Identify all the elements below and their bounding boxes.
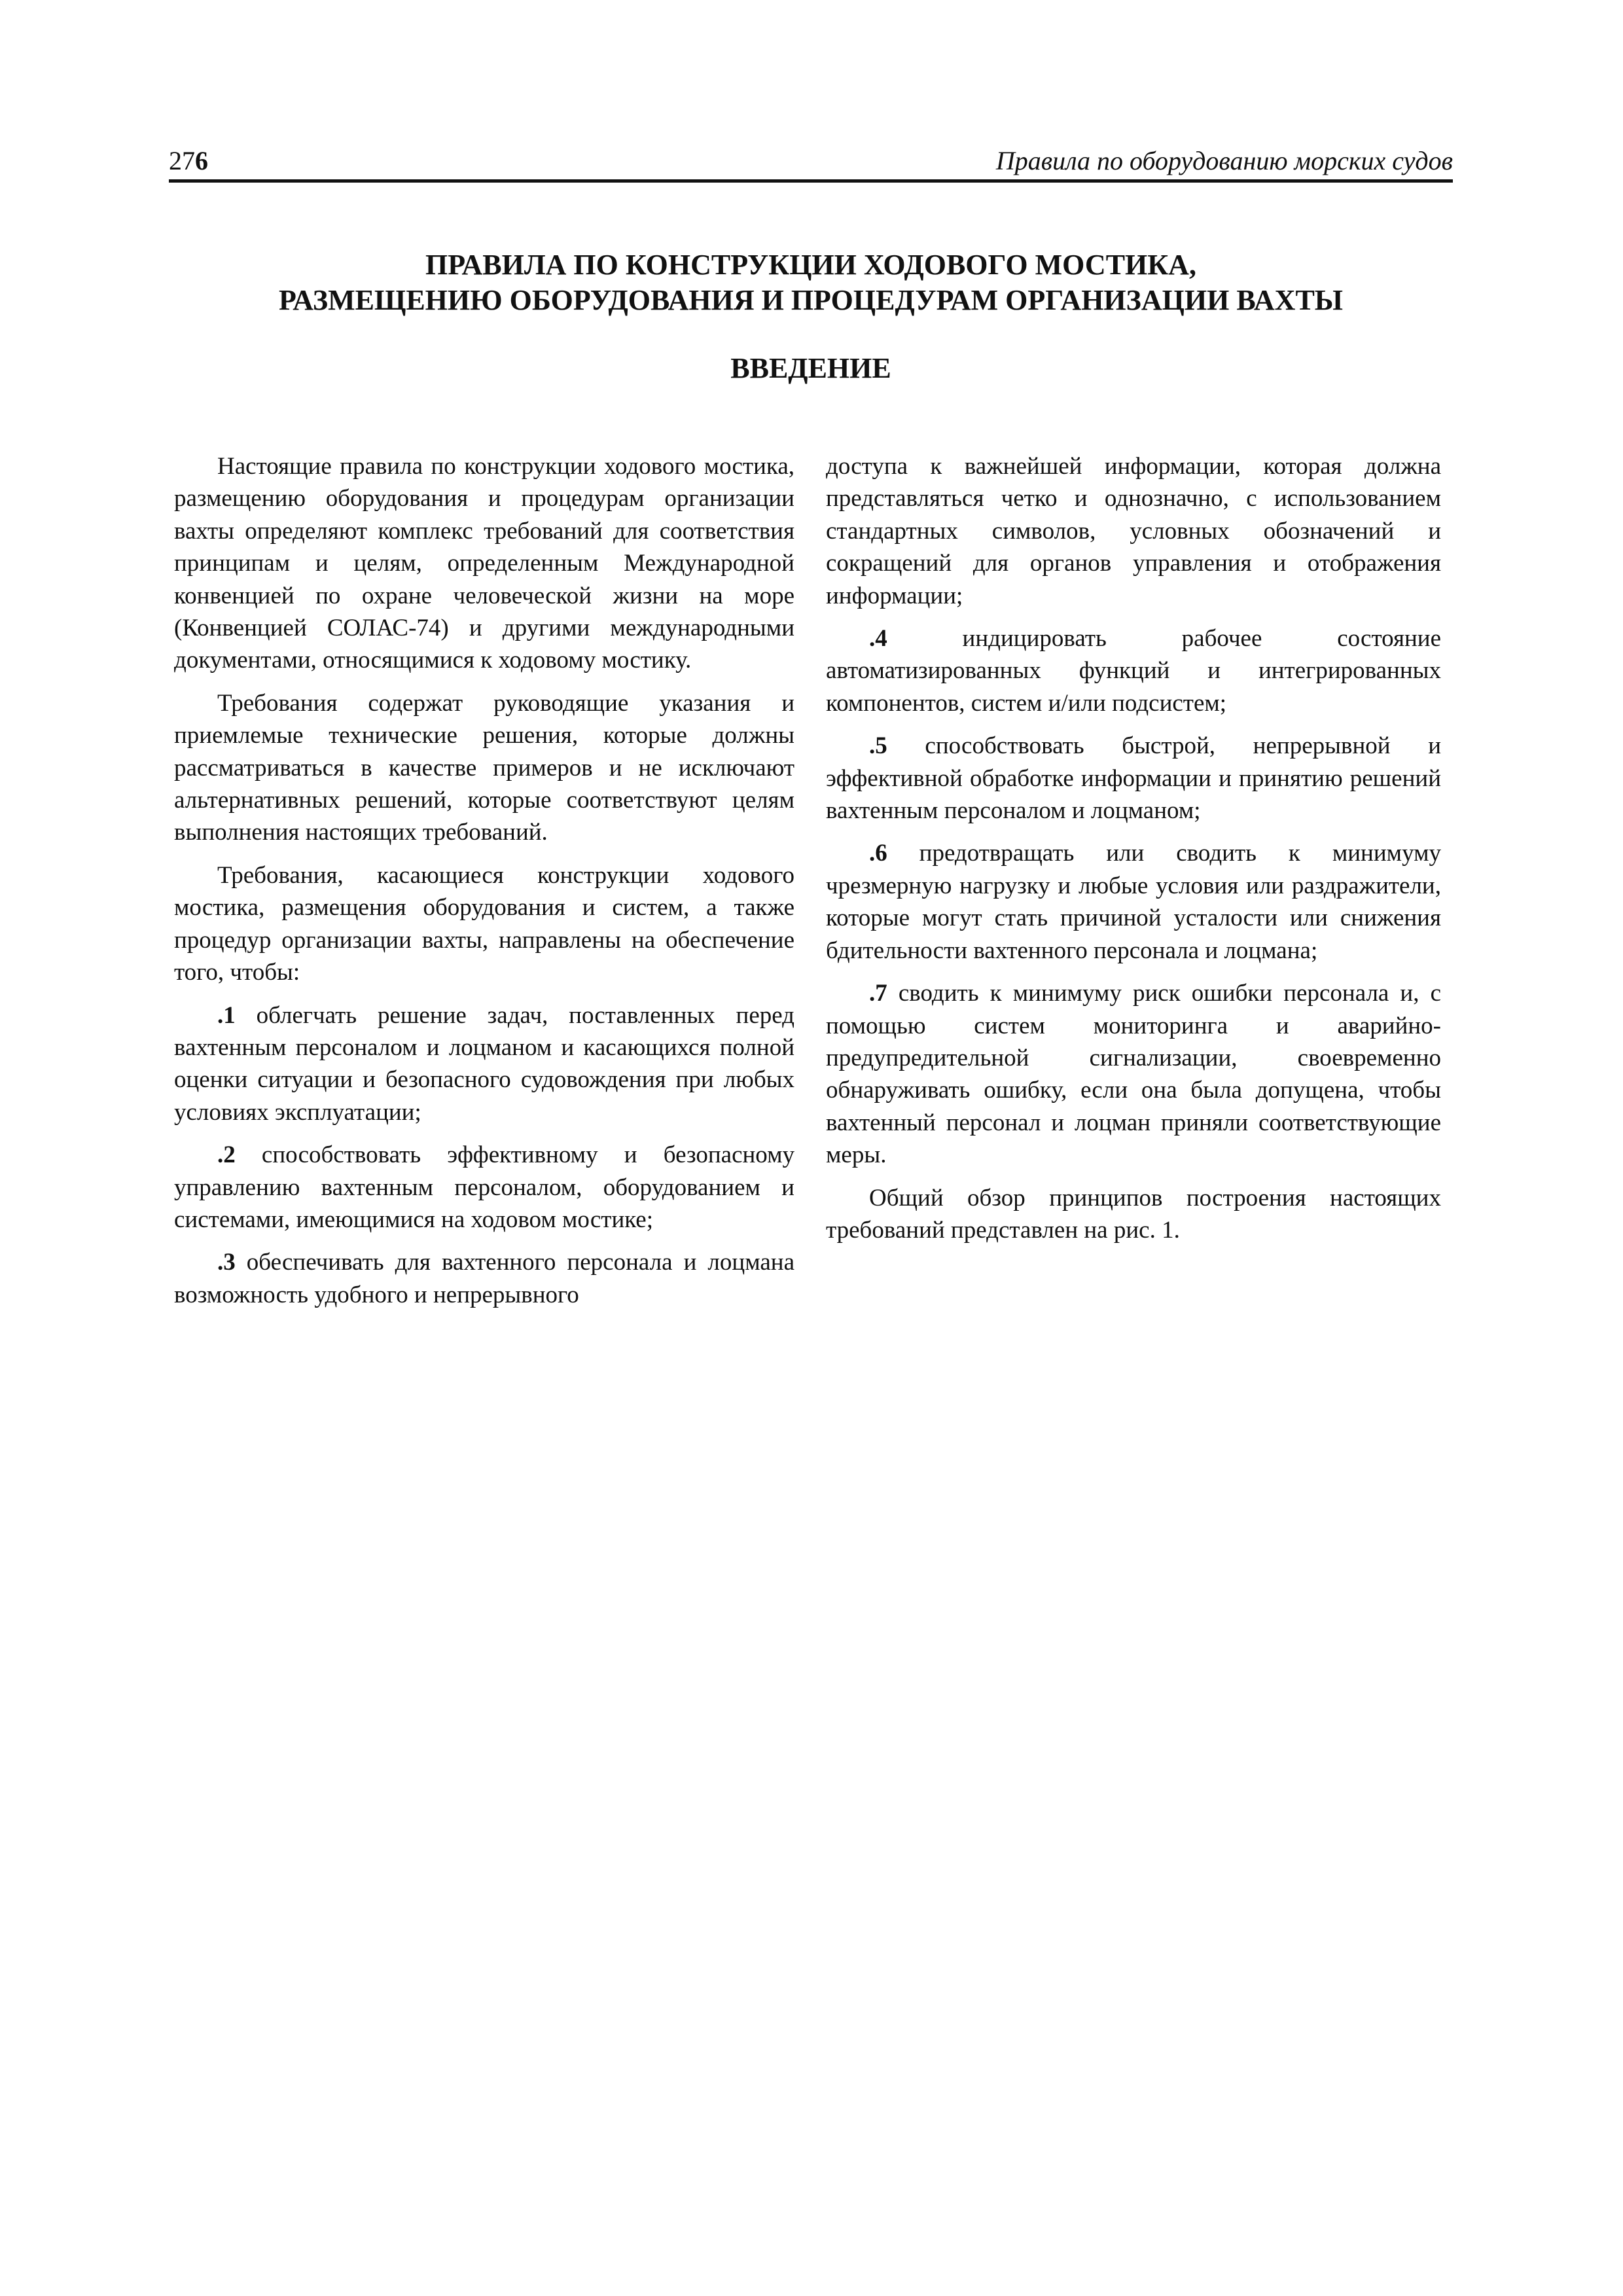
list-item-number: .2 [217,1141,236,1169]
document-title-line-2: РАЗМЕЩЕНИЮ ОБОРУДОВАНИЯ И ПРОЦЕДУРАМ ОРГАНИЗАЦИИ ВАХТЫ [278,284,1344,316]
page-number [169,145,208,177]
list-item-text: способствовать быстрой, непрерывной и эффективной обработке информации и принятию решений вахтенным персоналом и лоцманом; [826,732,1441,825]
list-item-number: .4 [869,625,887,653]
page-number-digits: 27 [169,146,195,175]
list-item-1 [174,999,794,1129]
list-item-5 [826,730,1441,827]
list-item-3 [174,1246,794,1311]
document-title-line-1: ПРАВИЛА ПО КОНСТРУКЦИИ ХОДОВОГО МОСТИКА, [425,249,1196,281]
list-item-number: .1 [217,1001,236,1029]
overview-paragraph: Общий обзор принципов построения настоящих требований представлен на рис. 1. [826,1184,1441,1244]
right-column [826,450,1441,1257]
list-item-text: способствовать эффективному и безопасному управлению вахтенным персоналом, оборудованием и системами, имеющимися на ходовом мостике; [174,1141,794,1233]
list-item-number: .5 [869,732,887,760]
list-item-text: облегчать решение задач, поставленных перед вахтенным персоналом и лоцманом и касающихся полной оценки ситуации и безопасного судовождения при любых условиях эксплуатации; [174,1001,794,1126]
list-item-number: .6 [869,840,887,867]
list-item-text: предотвращать или сводить к минимуму чрезмерную нагрузку и любые условия или раздражители, которые могут стать причиной усталости или снижения бдительности вахтенного персонала и лоцмана; [826,840,1441,964]
left-column [174,450,794,1321]
section-heading: ВВЕДЕНИЕ [730,352,891,384]
page-number-bold-digit: 6 [195,146,208,175]
running-title: Правила по оборудованию морских судов [995,146,1453,175]
list-item-number: .3 [217,1249,236,1276]
list-item-2 [174,1139,794,1236]
list-item-number: .7 [869,980,887,1007]
list-item-4 [826,622,1441,719]
list-item-text: сводить к минимуму риск ошибки персонала и, с помощью систем мониторинга и аварийно-предупредительной сигнализации, своевременно обнаруживать ошибку, если она была допущена, чтобы вахтенный персонал и лоцман приняли соответствующие меры. [826,980,1441,1169]
purpose-paragraph: Требования, касающиеся конструкции ходового мостика, размещения оборудования и систем, а также процедур организации вахты, направлены на обеспечение того, чтобы: [174,861,794,986]
list-item-6 [826,837,1441,967]
page-header [169,145,1453,183]
intro-paragraph: Настоящие правила по конструкции ходового мостика, размещению оборудования и процедурам организации вахты определяют комплекс требований для соответствия принципам и целям, определенным Международной конвенцией по охране человеческой жизни на море (Конвенцией СОЛАС-74) и другими международными документами, относящимися к ходовому мостику. [174,453,794,674]
document-title [169,247,1453,318]
list-item-text: обеспечивать для вахтенного персонала и лоцмана возможность удобного и непрерывного [174,1249,794,1308]
list-item-7 [826,977,1441,1171]
requirements-paragraph: Требования содержат руководящие указания и приемлемые технические решения, которые должны рассматриваться в качестве примеров и не исключают альтернативных решений, которые соответствуют целям выполнения настоящих требований. [174,689,794,846]
list-item-text: индицировать рабочее состояние автоматизированных функций и интегрированных компонентов, систем и/или подсистем; [826,625,1441,717]
list-item-3-continuation: доступа к важнейшей информации, которая должна представляться четко и однозначно, с использованием стандартных символов, условных обозначений и сокращений для органов управления и отображения информации; [826,453,1441,609]
